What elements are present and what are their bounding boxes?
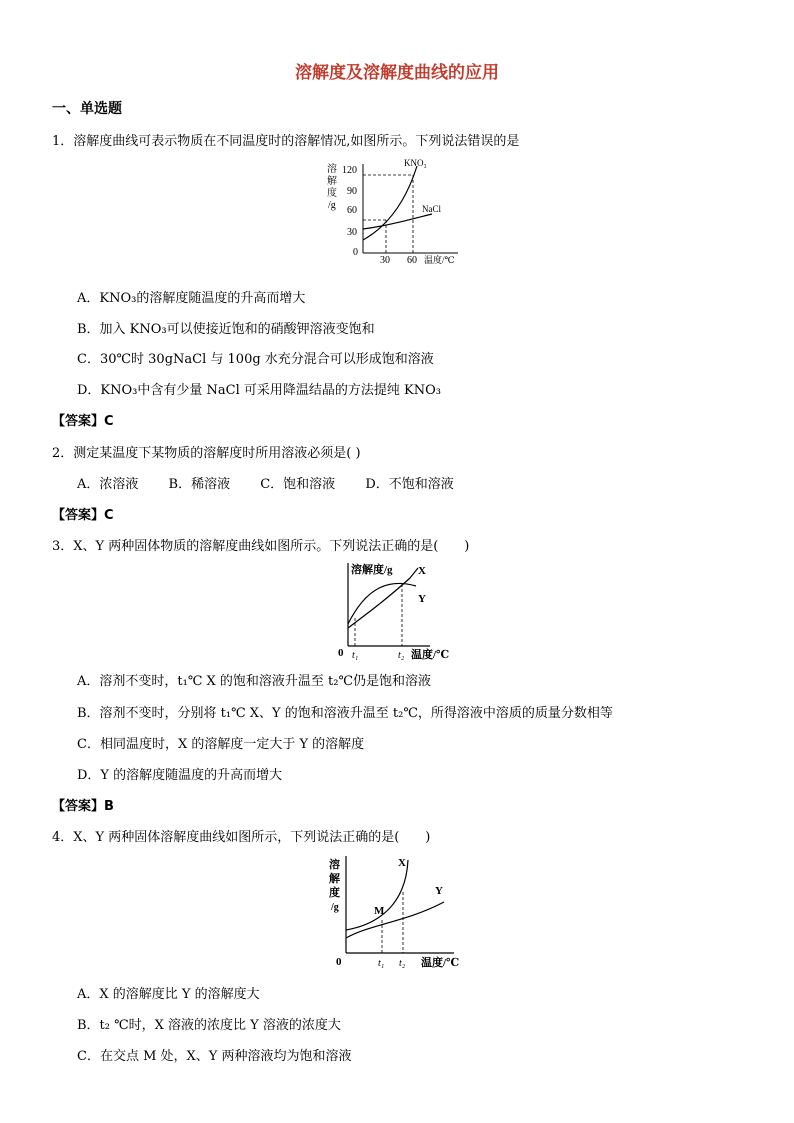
chart3-origin: 0 — [336, 956, 342, 968]
question-2-option-a: A．浓溶液 — [77, 477, 139, 492]
page-title: 溶解度及溶解度曲线的应用 — [295, 63, 499, 83]
question-4-option-b: B．t₂ ℃时，X 溶液的浓度比 Y 溶液的浓度大 — [77, 1018, 341, 1033]
chart2-label-y: Y — [418, 593, 426, 605]
chart1-ylabel-3: 度 — [327, 188, 337, 199]
chart1-curve-kno3 — [363, 166, 417, 240]
section-heading: 一、单选题 — [52, 101, 122, 117]
chart2-xtick-t2: t₂ — [398, 650, 405, 661]
solubility-chart-2 — [338, 558, 464, 662]
question-1-option-c: C．30℃时 30gNaCl 与 100g 水充分混合可以形成饱和溶液 — [77, 352, 434, 367]
question-1-option-d: D．KNO₃中含有少量 NaCl 可采用降温结晶的方法提纯 KNO₃ — [77, 383, 441, 398]
chart2-curve-x — [348, 583, 416, 624]
question-2-stem: 2．测定某温度下某物质的溶解度时所用溶液必须是( ) — [52, 446, 361, 461]
chart3-ylabel-2: 解 — [329, 873, 340, 885]
chart1-curve-nacl — [363, 214, 432, 229]
chart2-origin: 0 — [338, 647, 344, 659]
chart3-label-x: X — [398, 857, 406, 869]
chart3-xtick-t2: t₂ — [399, 958, 406, 969]
chart3-point-m: M — [374, 905, 385, 917]
solubility-chart-1 — [318, 156, 468, 268]
question-3-answer: 【答案】B — [52, 799, 114, 814]
chart1-ylabel-2: 解 — [327, 176, 337, 187]
chart3-curve-y — [346, 902, 444, 938]
chart1-ylabel-1: 溶 — [327, 164, 337, 175]
chart3-ylabel-1: 溶 — [329, 859, 340, 871]
chart1-label-kno3: KNO₃ — [404, 158, 427, 168]
chart1-xtick-30: 30 — [380, 255, 390, 266]
chart1-xtick-60: 60 — [407, 255, 417, 266]
question-3-option-b: B．溶剂不变时，分别将 t₁℃ X、Y 的饱和溶液升温至 t₂℃，所得溶液中溶质的质量分数相等 — [77, 706, 613, 721]
chart3-ylabel-4: /g — [331, 902, 339, 913]
question-3-option-c: C．相同温度时，X 的溶解度一定大于 Y 的溶解度 — [77, 737, 365, 752]
question-2-answer: 【答案】C — [52, 508, 114, 523]
chart3-xlabel: 温度/℃ — [421, 957, 460, 969]
chart1-label-nacl: NaCl — [422, 204, 441, 214]
chart1-xlabel: 温度/℃ — [424, 255, 455, 265]
chart2-xtick-t1: t₁ — [352, 650, 359, 661]
question-2-option-c: C．饱和溶液 — [260, 477, 336, 492]
chart1-ytick-30: 30 — [347, 227, 357, 238]
question-1-stem: 1．溶解度曲线可表示物质在不同温度时的溶解情况,如图所示。下列说法错误的是 — [52, 134, 520, 149]
chart3-ylabel-3: 度 — [329, 887, 340, 899]
chart2-curve-y — [348, 568, 418, 628]
chart3-xtick-t1: t₁ — [378, 958, 385, 969]
chart2-ylabel: 溶解度/g — [351, 564, 393, 576]
chart1-ytick-0: 0 — [353, 247, 358, 258]
question-3-option-d: D．Y 的溶解度随温度的升高而增大 — [77, 768, 283, 783]
question-4-option-a: A．X 的溶解度比 Y 的溶解度大 — [77, 987, 260, 1002]
chart3-label-y: Y — [435, 885, 443, 897]
question-3-option-a: A．溶剂不变时，t₁℃ X 的饱和溶液升温至 t₂℃仍是饱和溶液 — [77, 674, 431, 689]
chart1-ylabel-4: /g — [328, 200, 336, 211]
question-1-option-a: A．KNO₃的溶解度随温度的升高而增大 — [77, 291, 306, 306]
question-3-stem: 3．X、Y 两种固体物质的溶解度曲线如图所示。下列说法正确的是( ) — [52, 539, 470, 554]
question-2-options — [77, 473, 480, 492]
question-4-option-c: C．在交点 M 处，X、Y 两种溶液均为饱和溶液 — [77, 1049, 352, 1064]
chart2-xlabel: 温度/℃ — [411, 649, 450, 661]
chart1-ytick-90: 90 — [347, 186, 357, 197]
question-4-stem: 4．X、Y 两种固体溶解度曲线如图所示，下列说法正确的是( ) — [52, 830, 431, 845]
chart1-ytick-60: 60 — [347, 205, 357, 216]
chart2-label-x: X — [418, 565, 426, 577]
solubility-chart-3 — [326, 852, 468, 974]
chart1-ytick-120: 120 — [342, 165, 357, 176]
question-2-option-b: B．稀溶液 — [168, 477, 231, 492]
question-2-option-d: D．不饱和溶液 — [365, 477, 454, 492]
question-1-answer: 【答案】C — [52, 414, 114, 429]
question-1-option-b: B．加入 KNO₃可以使接近饱和的硝酸钾溶液变饱和 — [77, 322, 375, 337]
